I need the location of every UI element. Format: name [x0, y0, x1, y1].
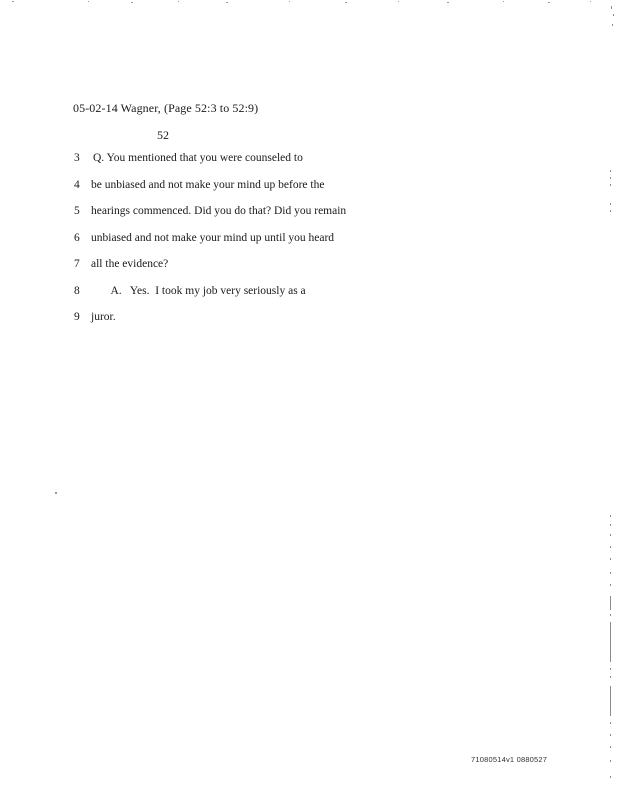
- line-number: 9: [74, 311, 80, 323]
- line-text: Q. You mentioned that you were counseled to: [93, 152, 303, 164]
- line-number: 5: [74, 205, 80, 217]
- line-text: unbiased and not make your mind up until you heard: [91, 231, 335, 244]
- transcript-header: 05-02-14 Wagner, (Page 52:3 to 52:9): [73, 101, 259, 115]
- line-number: 8: [74, 284, 80, 297]
- line-text: all the evidence?: [91, 258, 169, 270]
- page-number: 52: [157, 128, 169, 142]
- line-number: 3: [74, 152, 80, 164]
- line-number: 6: [74, 231, 80, 244]
- line-text: juror.: [91, 311, 116, 323]
- scan-edge-right-artifact: [606, 0, 616, 800]
- document-id-footer: 71080514v1 0880527: [471, 755, 548, 764]
- line-text: A. Yes. I took my job very seriously as a: [91, 284, 306, 297]
- line-text: hearings commenced. Did you do that? Did you remain: [91, 205, 347, 217]
- line-number: 7: [74, 258, 80, 270]
- line-text: be unbiased and not make your mind up before the: [91, 178, 325, 191]
- scan-speck: [55, 492, 57, 494]
- line-number: 4: [74, 178, 80, 191]
- scan-edge-top-artifact: [0, 0, 619, 6]
